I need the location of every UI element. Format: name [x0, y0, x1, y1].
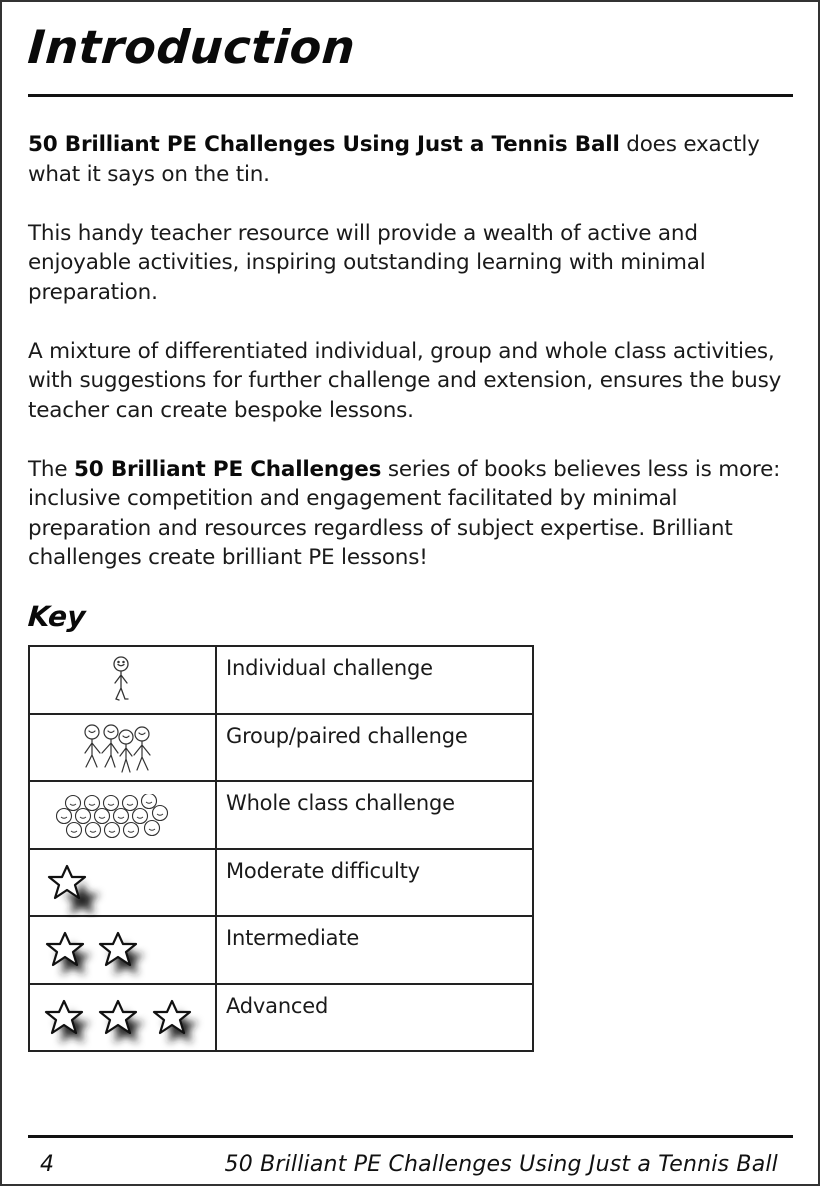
- three-stars-icon: [38, 991, 223, 1061]
- key-label: Moderate difficulty: [216, 849, 533, 917]
- key-heading: Key: [26, 600, 87, 633]
- key-row-whole-class: [29, 781, 533, 849]
- key-label: Whole class challenge: [216, 781, 533, 849]
- stick-figure-individual-icon: [106, 655, 136, 707]
- key-row-moderate: [29, 849, 533, 917]
- paragraph-2: This handy teacher resource will provide a wealth of active and enjoyable activities, inspiring outstanding learning with minimal preparation.: [28, 220, 706, 305]
- two-stars-icon: [40, 923, 180, 985]
- page-title: Introduction: [26, 20, 358, 74]
- intro-body: [28, 130, 798, 602]
- footer-book-title: 50 Brilliant PE Challenges Using Just a Tennis Ball: [224, 1152, 778, 1177]
- key-row-advanced: [29, 984, 533, 1052]
- title-divider: [28, 94, 793, 97]
- paragraph-3: A mixture of differentiated individual, group and whole class activities, with suggestions for further challenge and extension, ensures the busy teacher can create bespoke lessons.: [28, 338, 782, 423]
- key-label: Advanced: [216, 984, 533, 1052]
- key-row-intermediate: [29, 916, 533, 984]
- paragraph-4: The 50 Brilliant PE Challenges series of books believes less is more: inclusive competition and engagement facilitated by minimal preparation and resources regardless of subject expertise. Brilliant challenges create brilliant PE lessons!: [28, 456, 781, 570]
- paragraph-1: 50 Brilliant PE Challenges Using Just a Tennis Ball does exactly what it says on the tin.: [28, 132, 760, 187]
- one-star-icon: [42, 856, 122, 918]
- key-label: Group/paired challenge: [216, 714, 533, 782]
- footer-divider: [28, 1135, 793, 1138]
- stick-figure-group-icon: [80, 723, 158, 779]
- key-label: Intermediate: [216, 916, 533, 984]
- page-number: 4: [40, 1152, 54, 1177]
- key-row-group: [29, 714, 533, 782]
- key-table: [28, 645, 534, 1052]
- series-title-bold: 50 Brilliant PE Challenges: [74, 456, 382, 482]
- crowd-faces-icon: [56, 794, 172, 842]
- book-title-bold: 50 Brilliant PE Challenges Using Just a Tennis Ball: [28, 132, 620, 157]
- key-label: Individual challenge: [216, 646, 533, 714]
- key-row-individual: [29, 646, 533, 714]
